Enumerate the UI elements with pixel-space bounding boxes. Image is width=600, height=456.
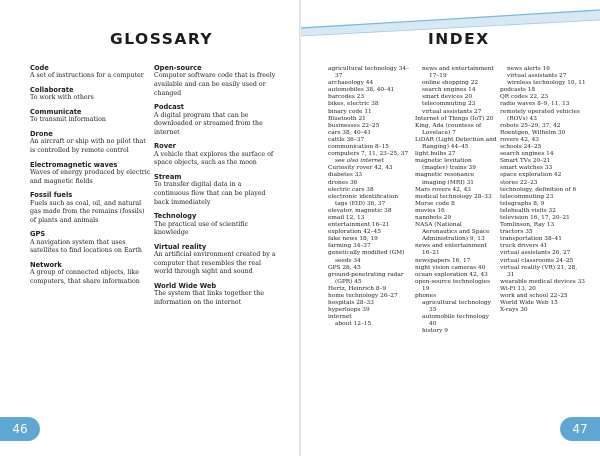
index-column-2 bbox=[415, 66, 497, 336]
index-entry-text: Curiosity rover 42, 43 bbox=[328, 165, 393, 172]
index-entry bbox=[415, 158, 497, 172]
index-entry bbox=[500, 109, 586, 123]
index-entry-text: GPS 28, 45 bbox=[328, 264, 361, 271]
index-entry bbox=[328, 130, 410, 137]
glossary-term: Fossil fuels bbox=[30, 191, 73, 200]
index-entry-text: work and school 22–25 bbox=[500, 293, 568, 299]
index-entry bbox=[415, 66, 497, 80]
index-entry-text: businesses 22–25 bbox=[328, 122, 380, 129]
index-entry bbox=[500, 307, 586, 314]
index-entry bbox=[500, 73, 586, 80]
index-entry-text: movies 16 bbox=[415, 207, 445, 214]
index-entry bbox=[328, 293, 410, 300]
index-entry-text: ocean exploration 42, 43 bbox=[415, 271, 488, 278]
index-entry bbox=[415, 101, 497, 108]
glossary-entry bbox=[154, 243, 276, 277]
index-entry-text: stores 22–23 bbox=[500, 179, 538, 186]
index-entry bbox=[415, 187, 497, 194]
index-entry bbox=[328, 116, 410, 123]
index-entry bbox=[415, 80, 497, 87]
index-heading: INDEX bbox=[428, 30, 490, 48]
index-entry bbox=[415, 243, 497, 257]
glossary-definition: The system that links together the information on the internet bbox=[154, 290, 264, 306]
index-entry-text: fake news 18, 19 bbox=[328, 236, 378, 243]
glossary-definition: Computer software code that is freely available and can be easily used or changed bbox=[154, 72, 276, 97]
glossary-heading: GLOSSARY bbox=[110, 30, 214, 48]
index-entry-text: bikes, electric 38 bbox=[328, 101, 379, 108]
glossary-term: GPS bbox=[30, 230, 46, 239]
index-entry-text: NASA (National Aeronautics and Space Administration) 9, 13 bbox=[415, 222, 490, 243]
index-entry bbox=[328, 229, 410, 236]
index-entry-text: electronic identification tags (EID) 36, 37 bbox=[328, 193, 399, 207]
index-entry-text: telegraphs 8, 9 bbox=[500, 200, 545, 207]
index-entry bbox=[500, 201, 586, 208]
index-entry bbox=[328, 87, 410, 94]
glossary-term: Virtual reality bbox=[154, 242, 207, 251]
index-entry bbox=[415, 116, 497, 123]
glossary-term: Electromagnetic waves bbox=[30, 160, 118, 169]
index-entry-text: agricultural technology 35 bbox=[422, 300, 491, 314]
index-entry-text: truck drivers 41 bbox=[500, 243, 548, 250]
index-entry-text: farming 34–37 bbox=[328, 243, 371, 250]
index-entry bbox=[415, 279, 497, 293]
index-entry bbox=[415, 94, 497, 101]
glossary-column-1 bbox=[30, 64, 152, 292]
glossary-entry bbox=[30, 130, 152, 156]
index-entry bbox=[500, 80, 586, 87]
index-entry-text: hospitals 28–33 bbox=[328, 300, 374, 307]
index-entry-text: remotely operated vehicles (ROVs) 43 bbox=[500, 108, 580, 122]
index-entry bbox=[328, 80, 410, 87]
index-entry bbox=[500, 222, 586, 229]
index-entry-text: online shopping 22 bbox=[422, 80, 479, 87]
index-entry bbox=[500, 180, 586, 187]
index-entry bbox=[328, 215, 410, 222]
index-entry-text: newspapers 16, 17 bbox=[415, 257, 471, 264]
index-entry-text: virtual assistants 26, 27 bbox=[500, 250, 571, 257]
index-entry-text: search engines 14 bbox=[422, 87, 476, 94]
index-entry-text: wireless technology 10, 11 bbox=[507, 80, 586, 87]
index-entry-text: archaeology 44 bbox=[328, 80, 374, 87]
index-entry-text: phones bbox=[415, 293, 437, 299]
index-entry bbox=[500, 243, 586, 250]
index-entry-text: electric cars 38 bbox=[328, 186, 374, 193]
index-entry-text: virtual assistants 27 bbox=[422, 108, 482, 115]
index-entry bbox=[500, 87, 586, 94]
index-entry-text: news and entertainment 17–19 bbox=[422, 66, 494, 80]
index-entry-text: Hertz, Heinrich 8–9 bbox=[328, 285, 387, 292]
glossary-term: Technology bbox=[154, 212, 197, 221]
index-entry bbox=[328, 307, 410, 314]
index-entry-text: drones 36 bbox=[328, 179, 358, 186]
index-entry-text: virtual assistants 27 bbox=[507, 73, 567, 80]
index-entry-text: robots 25–29, 37, 42 bbox=[500, 122, 561, 129]
glossary-definition: To work with others bbox=[30, 94, 94, 102]
index-entry bbox=[415, 194, 497, 201]
index-entry bbox=[415, 300, 497, 314]
glossary-entry bbox=[154, 103, 276, 137]
index-entry-text: binary code 11 bbox=[328, 108, 372, 115]
index-entry bbox=[328, 314, 410, 321]
index-entry bbox=[500, 194, 586, 201]
glossary-definition: To transfer digital data in a continuous flow that can be played back immediately bbox=[154, 181, 266, 206]
index-entry bbox=[415, 172, 497, 186]
index-entry bbox=[328, 144, 410, 151]
index-entry-text: television 16, 17, 20–21 bbox=[500, 214, 570, 221]
index-cross-reference bbox=[328, 158, 410, 165]
index-entry bbox=[415, 293, 497, 300]
index-entry bbox=[500, 215, 586, 222]
index-entry-text: telecommuting 23 bbox=[422, 101, 476, 108]
index-entry bbox=[500, 279, 586, 286]
glossary-definition: The practical use of scientific knowledge bbox=[154, 220, 249, 237]
glossary-term: Stream bbox=[154, 172, 182, 181]
index-entry-text: exploration 42–45 bbox=[328, 229, 381, 236]
index-entry bbox=[500, 208, 586, 215]
index-entry-text: magnetic resonance imaging (MRI) 31 bbox=[415, 172, 475, 186]
glossary-term: Rover bbox=[154, 142, 176, 151]
index-entry bbox=[328, 194, 410, 208]
index-entry bbox=[500, 101, 586, 108]
index-entry-text: medical technology 28–33 bbox=[415, 193, 492, 200]
index-entry bbox=[500, 158, 586, 165]
index-entry bbox=[415, 151, 497, 158]
index-entry bbox=[328, 123, 410, 130]
index-entry-text: telecommuting 23 bbox=[500, 193, 554, 200]
index-entry bbox=[500, 265, 586, 279]
index-entry bbox=[415, 109, 497, 116]
glossary-term: Code bbox=[30, 64, 49, 72]
glossary-entry bbox=[30, 64, 152, 81]
index-entry-text: communication 8–15 bbox=[328, 144, 389, 151]
index-entry bbox=[415, 201, 497, 208]
index-entry-text: entertainment 16–21 bbox=[328, 222, 390, 229]
index-entry bbox=[500, 187, 586, 194]
index-entry bbox=[500, 250, 586, 257]
index-entry-text: history 9 bbox=[422, 328, 448, 335]
glossary-definition: Fuels such as coal, oil, and natural gas made from the remains (fossils) of plants and animals bbox=[30, 199, 145, 224]
index-entry bbox=[328, 286, 410, 293]
index-entry bbox=[500, 300, 586, 307]
index-entry bbox=[328, 187, 410, 194]
index-entry bbox=[500, 123, 586, 130]
index-entry bbox=[328, 236, 410, 243]
glossary-definition: A digital program that can be downloaded or streamed from the internet bbox=[154, 111, 263, 136]
index-entry bbox=[415, 215, 497, 222]
index-entry-text: about 12–15 bbox=[335, 321, 372, 328]
page-number-left: 46 bbox=[0, 417, 40, 441]
index-entry-text: search engines 14 bbox=[500, 151, 554, 158]
index-entry-text: telehealth visits 32 bbox=[500, 207, 556, 214]
glossary-entry bbox=[154, 212, 276, 238]
index-entry-text: smart devices 20 bbox=[422, 94, 473, 101]
book-gutter bbox=[299, 0, 301, 456]
index-entry bbox=[328, 250, 410, 264]
index-entry-text: diabetes 33 bbox=[328, 172, 363, 179]
glossary-column-2 bbox=[154, 64, 276, 313]
index-entry-text: open-source technologies 19 bbox=[415, 278, 491, 292]
index-entry-text: radio waves 8–9, 11, 13 bbox=[500, 101, 570, 108]
index-entry-text: home technology 26–27 bbox=[328, 293, 398, 299]
index-entry bbox=[328, 101, 410, 108]
index-column-3 bbox=[500, 66, 586, 314]
index-entry bbox=[328, 165, 410, 172]
index-entry bbox=[415, 272, 497, 279]
index-entry bbox=[500, 293, 586, 300]
index-entry-text: internet bbox=[328, 314, 352, 321]
index-entry-text: magnetic levitation (maglev) trains 39 bbox=[415, 158, 476, 172]
index-entry bbox=[415, 265, 497, 272]
glossary-term: Podcast bbox=[154, 103, 184, 112]
index-entry-text: automobiles 38, 40–41 bbox=[328, 87, 395, 94]
index-entry bbox=[415, 208, 497, 215]
index-entry-text: technology, definition of 6 bbox=[500, 186, 577, 193]
index-entry-text: cattle 36–37 bbox=[328, 136, 365, 143]
glossary-definition: An aircraft or ship with no pilot that is controlled by remote control bbox=[30, 138, 146, 154]
glossary-entry bbox=[154, 64, 276, 98]
index-entry bbox=[500, 144, 586, 151]
index-column-1 bbox=[328, 66, 410, 328]
index-entry bbox=[328, 321, 410, 328]
index-entry-text: Morse code 8 bbox=[415, 200, 455, 207]
glossary-entry bbox=[30, 261, 152, 287]
index-entry-text: smart watches 33 bbox=[500, 165, 553, 172]
glossary-entry bbox=[30, 230, 152, 256]
index-entry-text: news alerts 16 bbox=[507, 66, 550, 72]
glossary-entry bbox=[154, 142, 276, 168]
glossary-definition: Waves of energy produced by electric and magnetic fields bbox=[30, 169, 151, 185]
index-entry-text: genetically modified (GM) seeds 34 bbox=[328, 250, 405, 264]
glossary-term: Communicate bbox=[30, 108, 82, 116]
index-entry-text: news and entertainment 16–21 bbox=[415, 243, 487, 257]
glossary-term: Collaborate bbox=[30, 86, 74, 94]
index-entry-text: hyperloops 39 bbox=[328, 307, 370, 314]
index-entry bbox=[500, 137, 586, 144]
index-entry bbox=[500, 229, 586, 236]
index-entry bbox=[500, 172, 586, 179]
index-entry-text: tractors 35 bbox=[500, 229, 533, 236]
index-entry bbox=[328, 222, 410, 229]
glossary-entry bbox=[30, 86, 152, 103]
glossary-term: Open-source bbox=[154, 64, 202, 72]
glossary-term: Network bbox=[30, 260, 62, 269]
index-entry-text: barcodes 23 bbox=[328, 94, 365, 101]
index-entry-text: automobile technology 40 bbox=[422, 314, 489, 328]
index-entry-text: wearable medical devices 33 bbox=[500, 278, 585, 285]
index-entry bbox=[415, 222, 497, 243]
index-entry-text: rovers 42, 43 bbox=[500, 136, 539, 143]
glossary-term: World Wide Web bbox=[154, 281, 217, 290]
index-entry-text: virtual reality (VR) 21, 28, 31 bbox=[500, 264, 578, 278]
index-entry bbox=[500, 165, 586, 172]
index-entry bbox=[415, 137, 497, 151]
index-entry-text: Internet of Things (IoT) 20 bbox=[415, 115, 494, 122]
index-entry-text: Wi-Fi 13, 20 bbox=[500, 285, 536, 292]
index-entry-text: night vision cameras 40 bbox=[415, 264, 486, 271]
index-entry bbox=[328, 208, 410, 215]
glossary-definition: A navigation system that uses satellites to find locations on Earth bbox=[30, 238, 142, 255]
index-entry-text: World Wide Web 15 bbox=[500, 300, 558, 307]
index-entry-text: Mars rovers 42, 43 bbox=[415, 186, 471, 193]
index-entry-text: virtual classrooms 24–25 bbox=[500, 257, 574, 264]
glossary-definition: A group of connected objects, like computers, that share information bbox=[30, 269, 140, 285]
index-entry-text: schools 24–25 bbox=[500, 144, 542, 151]
index-entry bbox=[328, 172, 410, 179]
index-entry-text: light bulbs 27 bbox=[415, 151, 456, 158]
index-entry bbox=[500, 286, 586, 293]
index-xref-text: see also internet bbox=[335, 158, 384, 165]
index-entry-text: King, Ada (countess of Lovelace) 7 bbox=[415, 122, 482, 136]
index-entry-text: Roentgen, Wilhelm 30 bbox=[500, 129, 566, 136]
index-entry-text: Bluetooth 21 bbox=[328, 115, 366, 122]
index-entry-text: Smart TVs 20–21 bbox=[500, 158, 551, 165]
glossary-definition: An artificial environment created by a computer that resembles the real world through sight and sound bbox=[154, 251, 276, 276]
index-entry bbox=[328, 180, 410, 187]
index-entry-text: transportation 38–41 bbox=[500, 236, 562, 243]
index-entry bbox=[328, 66, 410, 80]
index-entry bbox=[415, 314, 497, 328]
index-entry bbox=[415, 328, 497, 335]
page-number-right: 47 bbox=[560, 417, 600, 441]
index-entry bbox=[500, 66, 586, 73]
index-entry-text: cars 38, 40–41 bbox=[328, 129, 372, 136]
index-entry-text: ground-penetrating radar (GPR) 45 bbox=[328, 271, 404, 285]
index-entry bbox=[500, 130, 586, 137]
index-entry bbox=[328, 265, 410, 272]
index-entry bbox=[328, 137, 410, 144]
index-entry bbox=[328, 151, 410, 158]
index-entry-text: QR codes 22, 23 bbox=[500, 94, 549, 101]
index-entry-text: nanobots 29 bbox=[415, 214, 452, 221]
index-entry-text: elevator, magnetic 38 bbox=[328, 207, 392, 214]
index-entry-text: LiDAR (Light Detection and Ranging) 44–45 bbox=[415, 136, 497, 151]
index-entry-text: email 12, 13 bbox=[328, 214, 365, 221]
index-entry bbox=[500, 94, 586, 101]
index-entry-text: space exploration 42 bbox=[500, 172, 562, 179]
glossary-entry bbox=[154, 282, 276, 308]
glossary-definition: To transmit information bbox=[30, 116, 106, 124]
index-entry bbox=[415, 87, 497, 94]
glossary-term: Drone bbox=[30, 130, 53, 138]
index-entry bbox=[328, 94, 410, 101]
glossary-entry bbox=[30, 191, 152, 225]
index-entry-text: Tomlinson, Ray 13 bbox=[500, 222, 555, 229]
index-entry bbox=[328, 300, 410, 307]
index-entry-text: computers 7, 11, 23–25, 37 bbox=[328, 151, 409, 158]
glossary-entry bbox=[30, 161, 152, 187]
index-entry bbox=[328, 109, 410, 116]
glossary-entry bbox=[30, 108, 152, 125]
index-entry-text: X-rays 30 bbox=[500, 307, 528, 314]
glossary-entry bbox=[154, 173, 276, 207]
index-entry-text: podcasts 18 bbox=[500, 87, 536, 94]
index-entry bbox=[415, 123, 497, 137]
index-entry bbox=[415, 258, 497, 265]
index-entry bbox=[500, 236, 586, 243]
index-entry bbox=[500, 151, 586, 158]
index-entry-text: agricultural technology 34–37 bbox=[328, 66, 410, 80]
glossary-definition: A set of instructions for a computer bbox=[30, 72, 144, 80]
index-entry bbox=[500, 258, 586, 265]
index-entry bbox=[328, 272, 410, 286]
glossary-definition: A vehicle that explores the surface of space objects, such as the moon bbox=[154, 150, 274, 167]
